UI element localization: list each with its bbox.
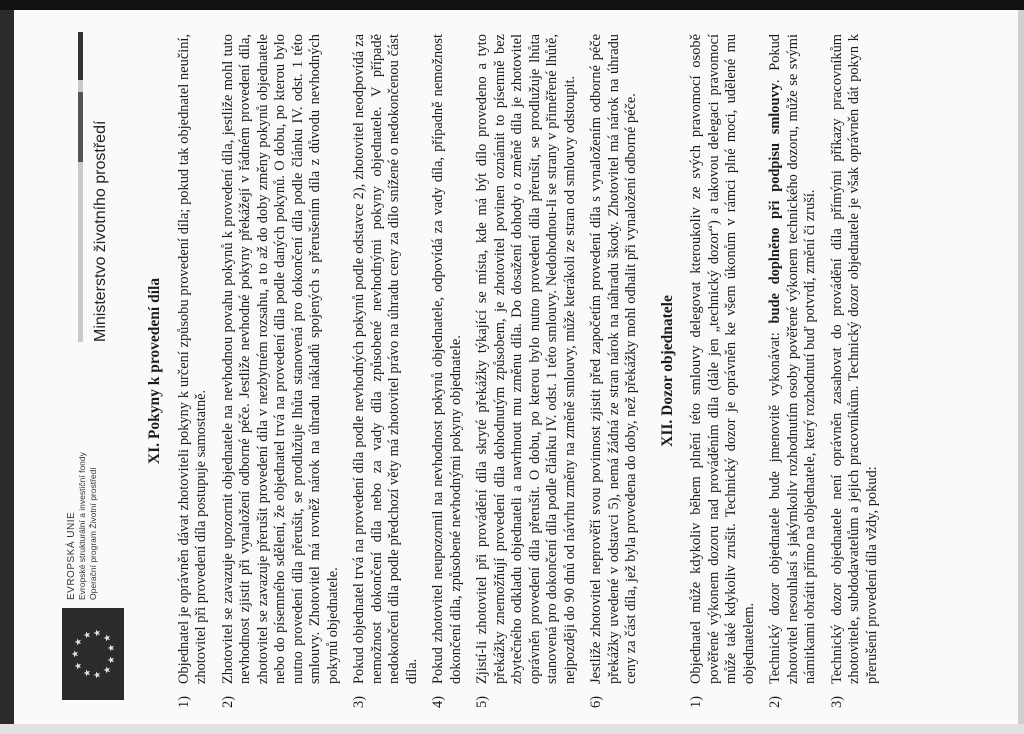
section-xi-list	[176, 34, 641, 708]
eu-programme-line: Operační program Životní prostředí	[88, 467, 98, 600]
list-item	[430, 34, 465, 708]
star-icon: ★	[71, 649, 81, 658]
item-text: Pokud objednatel trvá na provedení díla podle nevhodných pokynů podle odstavce 2), zhotovitel neodpovídá za nemožnost dokončení díla nebo za vady díla způsobené nevhodnými pokyny objednatele. V případě nedokončení díla podle předchozí věty má zhotovitel právo na úhradu ceny za dílo snížené o nedokončenou část díla.	[351, 34, 420, 684]
star-icon: ★	[93, 670, 103, 679]
scanner-top-border	[0, 0, 1024, 10]
item-text: Zhotovitel se zavazuje upozornit objednatele na nevhodnou povahu pokynů k provedení díla, jestliže mohl tuto nevhodnost zjistit při vynaložení odborné péče. Jestliže nevhodné pokyny překážejí v řádném provedení díla, zhotovitel se zavazuje přerušit provedení díla v nezbytném rozsahu, a to až do doby změny pokynů objednatele nebo do písemného sdělení, že objednatel trvá na provedení díla podle daných pokynů. O dobu, po kterou bylo nutno provedení díla přerušit, se prodlužuje lhůta stanovená pro dokončení díla podle článku IV. odst. 1 této smlouvy. Zhotovitel má rovněž nárok na úhradu nákladů spojených s přerušením díla z důvodu nevhodných pokynů objednatele.	[219, 34, 341, 684]
eu-title: EVROPSKÁ UNIE	[66, 511, 77, 600]
list-item	[176, 34, 211, 708]
list-item	[220, 34, 343, 708]
item-number: 6)	[588, 696, 604, 708]
item-number: 1)	[175, 696, 192, 708]
item-text: Jestliže zhotovitel neprověří svou povinnost zjistit před započetím provedení díla s vynaložením odborné péče překážky uvedené v odstavci 5), nemá žádná ze stran nárok na náhradu škody. Zhotovitel má nárok na úhradu ceny za část díla, jež byla provedena do doby, než překážky mohl odhalit při vynaložení odborné péče.	[588, 34, 639, 684]
section-title: XII. Dozor objednatele	[658, 295, 676, 447]
list-item	[829, 34, 882, 708]
list-item	[474, 34, 579, 708]
list-item	[767, 34, 820, 708]
list-item	[351, 34, 421, 708]
eu-funds-text	[66, 452, 99, 600]
item-text-tail: . Pokud zhotovitel nesouhlasí s jakýmkoliv rozhodnutím osoby pověřené výkonem technického dozoru, může se svými námitkami obrátit přímo na objednatele, který rozhodnutí buď potvrdí, změní či zruší.	[767, 34, 818, 684]
section-title: XI. Pokyny k provedení díla	[146, 277, 163, 465]
list-item	[688, 34, 758, 708]
list-item	[588, 34, 641, 708]
item-number: 2)	[219, 696, 236, 708]
star-icon: ★	[93, 628, 103, 637]
star-icon: ★	[74, 637, 84, 646]
item-bold-text: bude doplněno při podpisu smlouvy	[767, 83, 783, 324]
rotated-document-page	[14, 20, 1018, 734]
section-xii-list	[688, 34, 881, 708]
ministry-bar-segment	[78, 32, 83, 80]
scanner-right-edge	[1018, 10, 1024, 724]
document-body	[146, 34, 890, 708]
item-number: 5)	[474, 696, 490, 708]
item-number: 1)	[688, 696, 704, 708]
ministry-bar-segment	[78, 92, 83, 162]
scanner-left-shadow	[0, 10, 14, 724]
eu-flag-logo	[62, 608, 124, 700]
star-icon: ★	[107, 643, 117, 652]
item-text: Zjistí-li zhotovitel při provádění díla skryté překážky týkající se místa, kde má být dílo provedeno a tyto překážky znemožňují provedení díla dohodnutým způsobem, je zhotovitel povinen oznámit to písemně bez zbytečného odkladu objednateli a navrhnout mu změnu díla. Do dosažení dohody o změně díla je zhotovitel oprávněn provedení díla přerušit. O dobu, po kterou bylo nutno provedení díla přerušit, se prodlužuje lhůta stanovená pro dokončení díla podle článku IV. odst. 1 této smlouvy. Nedohodnou-li se strany v přiměřené lhůtě, nejpozději do 90 dnů od návrhu změny na změně smlouvy, může kterákoli ze stran od smlouvy odstoupit.	[474, 34, 578, 684]
item-text: Technický dozor objednatele bude jmenovitě vykonávat:	[767, 323, 783, 684]
star-icon: ★	[103, 665, 113, 674]
item-number: 2)	[767, 696, 783, 708]
ministry-name: Ministerstvo životního prostředí	[92, 120, 109, 342]
star-icon: ★	[103, 633, 113, 642]
item-text: Objednatel je oprávněn dávat zhotoviteli pokyny k určení způsobu provedení díla; pokud tak objednatel neučiní, zhotovitel při provedení díla postupuje samostatně.	[175, 34, 209, 684]
eu-funds-line: Evropské strukturální a investiční fondy	[77, 452, 87, 600]
star-icon: ★	[107, 655, 117, 664]
item-text: Technický dozor objednatele není oprávněn zasahovat do provádění díla přímými příkazy pracovníkům zhotovitele, subdodavatelům a jejich pracovníkům. Technický dozor objednatele je však oprávněn dát pokyn k přerušení provedení díla vždy, pokud:	[828, 34, 880, 684]
star-icon: ★	[83, 668, 93, 677]
item-text: Pokud zhotovitel neupozornil na nevhodnost pokynů objednatele, odpovídá za vady díla, případně nemožnost dokončení díla, způsobené nevhodnými pokyny objednatele.	[430, 34, 464, 684]
star-icon: ★	[83, 630, 93, 639]
document-header	[62, 34, 154, 714]
item-number: 4)	[430, 696, 446, 708]
item-text: Objednatel může kdykoliv během plnění této smlouvy delegovat kteroukoliv ze svých pravomocí osobě pověřené výkonem dozoru nad prováděním díla (dále jen „technický dozor“) a takovou delegaci pravomocí může také kdykoliv zrušit. Technický dozor je oprávněn ke všem úkonům v rámci plné moci, udělené mu objednatelem.	[688, 34, 757, 684]
star-icon: ★	[74, 661, 84, 670]
item-number: 3)	[828, 696, 845, 708]
ministry-color-bar	[78, 32, 83, 342]
item-number: 3)	[351, 696, 367, 708]
